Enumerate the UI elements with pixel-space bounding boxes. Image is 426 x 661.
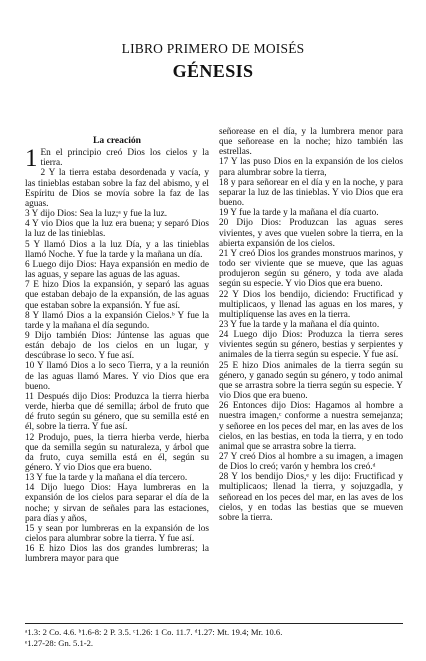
verse: 22 Y Dios los bendijo, diciendo: Fructificad y multiplicaos, y llenad las aguas en los mares, y multiplíquense las aves en la tierra.	[219, 289, 403, 320]
left-column	[25, 136, 209, 565]
verse: 18 y para señorear en el día y en la noche, y para separar la luz de las tinieblas. Y vio Dios que era bueno.	[219, 177, 403, 209]
book-title: LIBRO PRIMERO DE MOISÉS	[121, 41, 305, 56]
footnote-line: ᵉ1.27-28: Gn. 5.1-2.	[25, 637, 94, 648]
verse: 2 Y la tierra estaba desordenada y vacía, y las tinieblas estaban sobre la faz del abismo, y el Espíritu de Dios se movía sobre la faz de las aguas.	[25, 168, 209, 209]
verse: 7 E hizo Dios la expansión, y separó las aguas que estaban debajo de la expansión, de las aguas que estaban sobre la expansión. Y fue así.	[25, 280, 209, 311]
verse: 28 Y los bendijo Dios,ᵉ y les dijo: Fructificad y multiplicaos; llenad la tierra, y sojuzgadla, y señoread en los peces del mar, en las aves de los cielos, y en todas las bestias que se mueven sobre la tierra.	[219, 472, 403, 523]
book-name: GÉNESIS	[172, 61, 254, 81]
verse: 25 E hizo Dios animales de la tierra según su género, y ganado según su género, y todo animal que se arrastra sobre la tierra según su especie. Y vio Dios que era bueno.	[219, 360, 403, 402]
verse-1: 1 En el principio creó Dios los cielos y la tierra.	[25, 145, 209, 173]
right-column	[219, 127, 403, 523]
verse: 20 Dijo Dios: Produzcan las aguas seres vivientes, y aves que vuelen sobre la tierra, en la abierta expansión de los cielos.	[219, 218, 403, 249]
verse: 10 Y llamó Dios a lo seco Tierra, y a la reunión de las aguas llamó Mares. Y vio Dios que era bueno.	[25, 361, 209, 392]
verse: 5 Y llamó Dios a la luz Día, y a las tinieblas llamó Noche. Y fue la tarde y la mañana un día.	[25, 239, 209, 260]
verse: 15 y sean por lumbreras en la expansión de los cielos para alumbrar sobre la tierra. Y fue así.	[25, 523, 209, 545]
verse: 4 Y vio Dios que la luz era buena; y separó Dios la luz de las tinieblas.	[25, 219, 209, 240]
verse: 9 Dijo también Dios: Júntense las aguas que están debajo de los cielos en un lugar, y descúbrase lo seco. Y fue así.	[25, 330, 209, 362]
verse: 26 Entonces dijo Dios: Hagamos al hombre a nuestra imagen,ᶜ conforme a nuestra semejanza; y señoree en los peces del mar, en las aves de los cielos, en las bestias, en toda la tierra, y en todo animal que se arrastra sobre la tierra.	[219, 401, 403, 452]
footnotes	[25, 627, 405, 648]
verse: 14 Dijo luego Dios: Haya lumbreras en la expansión de los cielos para separar el día de la noche; y sirvan de señales para las estaciones, para días y años,	[25, 483, 209, 524]
verse: 3 Y dijo Dios: Sea la luz;ᵃ y fue la luz.	[25, 209, 168, 220]
verse: 19 Y fue la tarde y la mañana el día cuarto.	[219, 208, 379, 219]
verse: 16 E hizo Dios las dos grandes lumbreras; la lumbrera mayor para que	[25, 544, 209, 565]
section-title: La creación	[92, 135, 142, 146]
chapter-number: 1	[25, 145, 38, 173]
footnote-divider	[25, 623, 403, 624]
verse: 21 Y creó Dios los grandes monstruos marinos, y todo ser viviente que se mueve, que las aguas produjeron según su género, y toda ave alada según su especie. Y vio Dios que era bueno.	[219, 248, 403, 290]
verse: 17 Y las puso Dios en la expansión de los cielos para alumbrar sobre la tierra,	[219, 157, 403, 178]
verse: 23 Y fue la tarde y la mañana el día quinto.	[219, 319, 380, 330]
verse: 13 Y fue la tarde y la mañana el día tercero.	[25, 473, 188, 484]
verse: 24 Luego dijo Dios: Produzca la tierra seres vivientes según su género, bestias y serpientes y animales de la tierra según su especie. Y fue así.	[219, 330, 403, 361]
verse: señorease en el día, y la lumbrera menor para que señorease en la noche; hizo también las estrellas.	[219, 127, 403, 158]
verse: 6 Luego dijo Dios: Haya expansión en medio de las aguas, y separe las aguas de las aguas.	[25, 259, 209, 281]
verse: 12 Produjo, pues, la tierra hierba verde, hierba que da semilla según su naturaleza, y árbol que da fruto, cuya semilla está en él, según su género. Y vio Dios que era bueno.	[25, 432, 209, 473]
verse: 8 Y llamó Dios a la expansión Cielos.ᵇ Y fue la tarde y la mañana el día segundo.	[25, 310, 209, 331]
verse: 11 Después dijo Dios: Produzca la tierra hierba verde, hierba que dé semilla; árbol de fruto que dé fruto según su género, que su semilla esté en él, sobre la tierra. Y fue así.	[25, 391, 209, 433]
footnote-line: ᵃ1.3: 2 Co. 4.6. ᵇ1.6-8: 2 P. 3.5. ᶜ1.26: 1 Co. 11.7. ᵈ1.27: Mt. 19.4; Mr. 10.6.	[25, 627, 283, 637]
verse: 27 Y creó Dios al hombre a su imagen, a imagen de Dios lo creó; varón y hembra los creó.ᵈ	[219, 452, 403, 473]
